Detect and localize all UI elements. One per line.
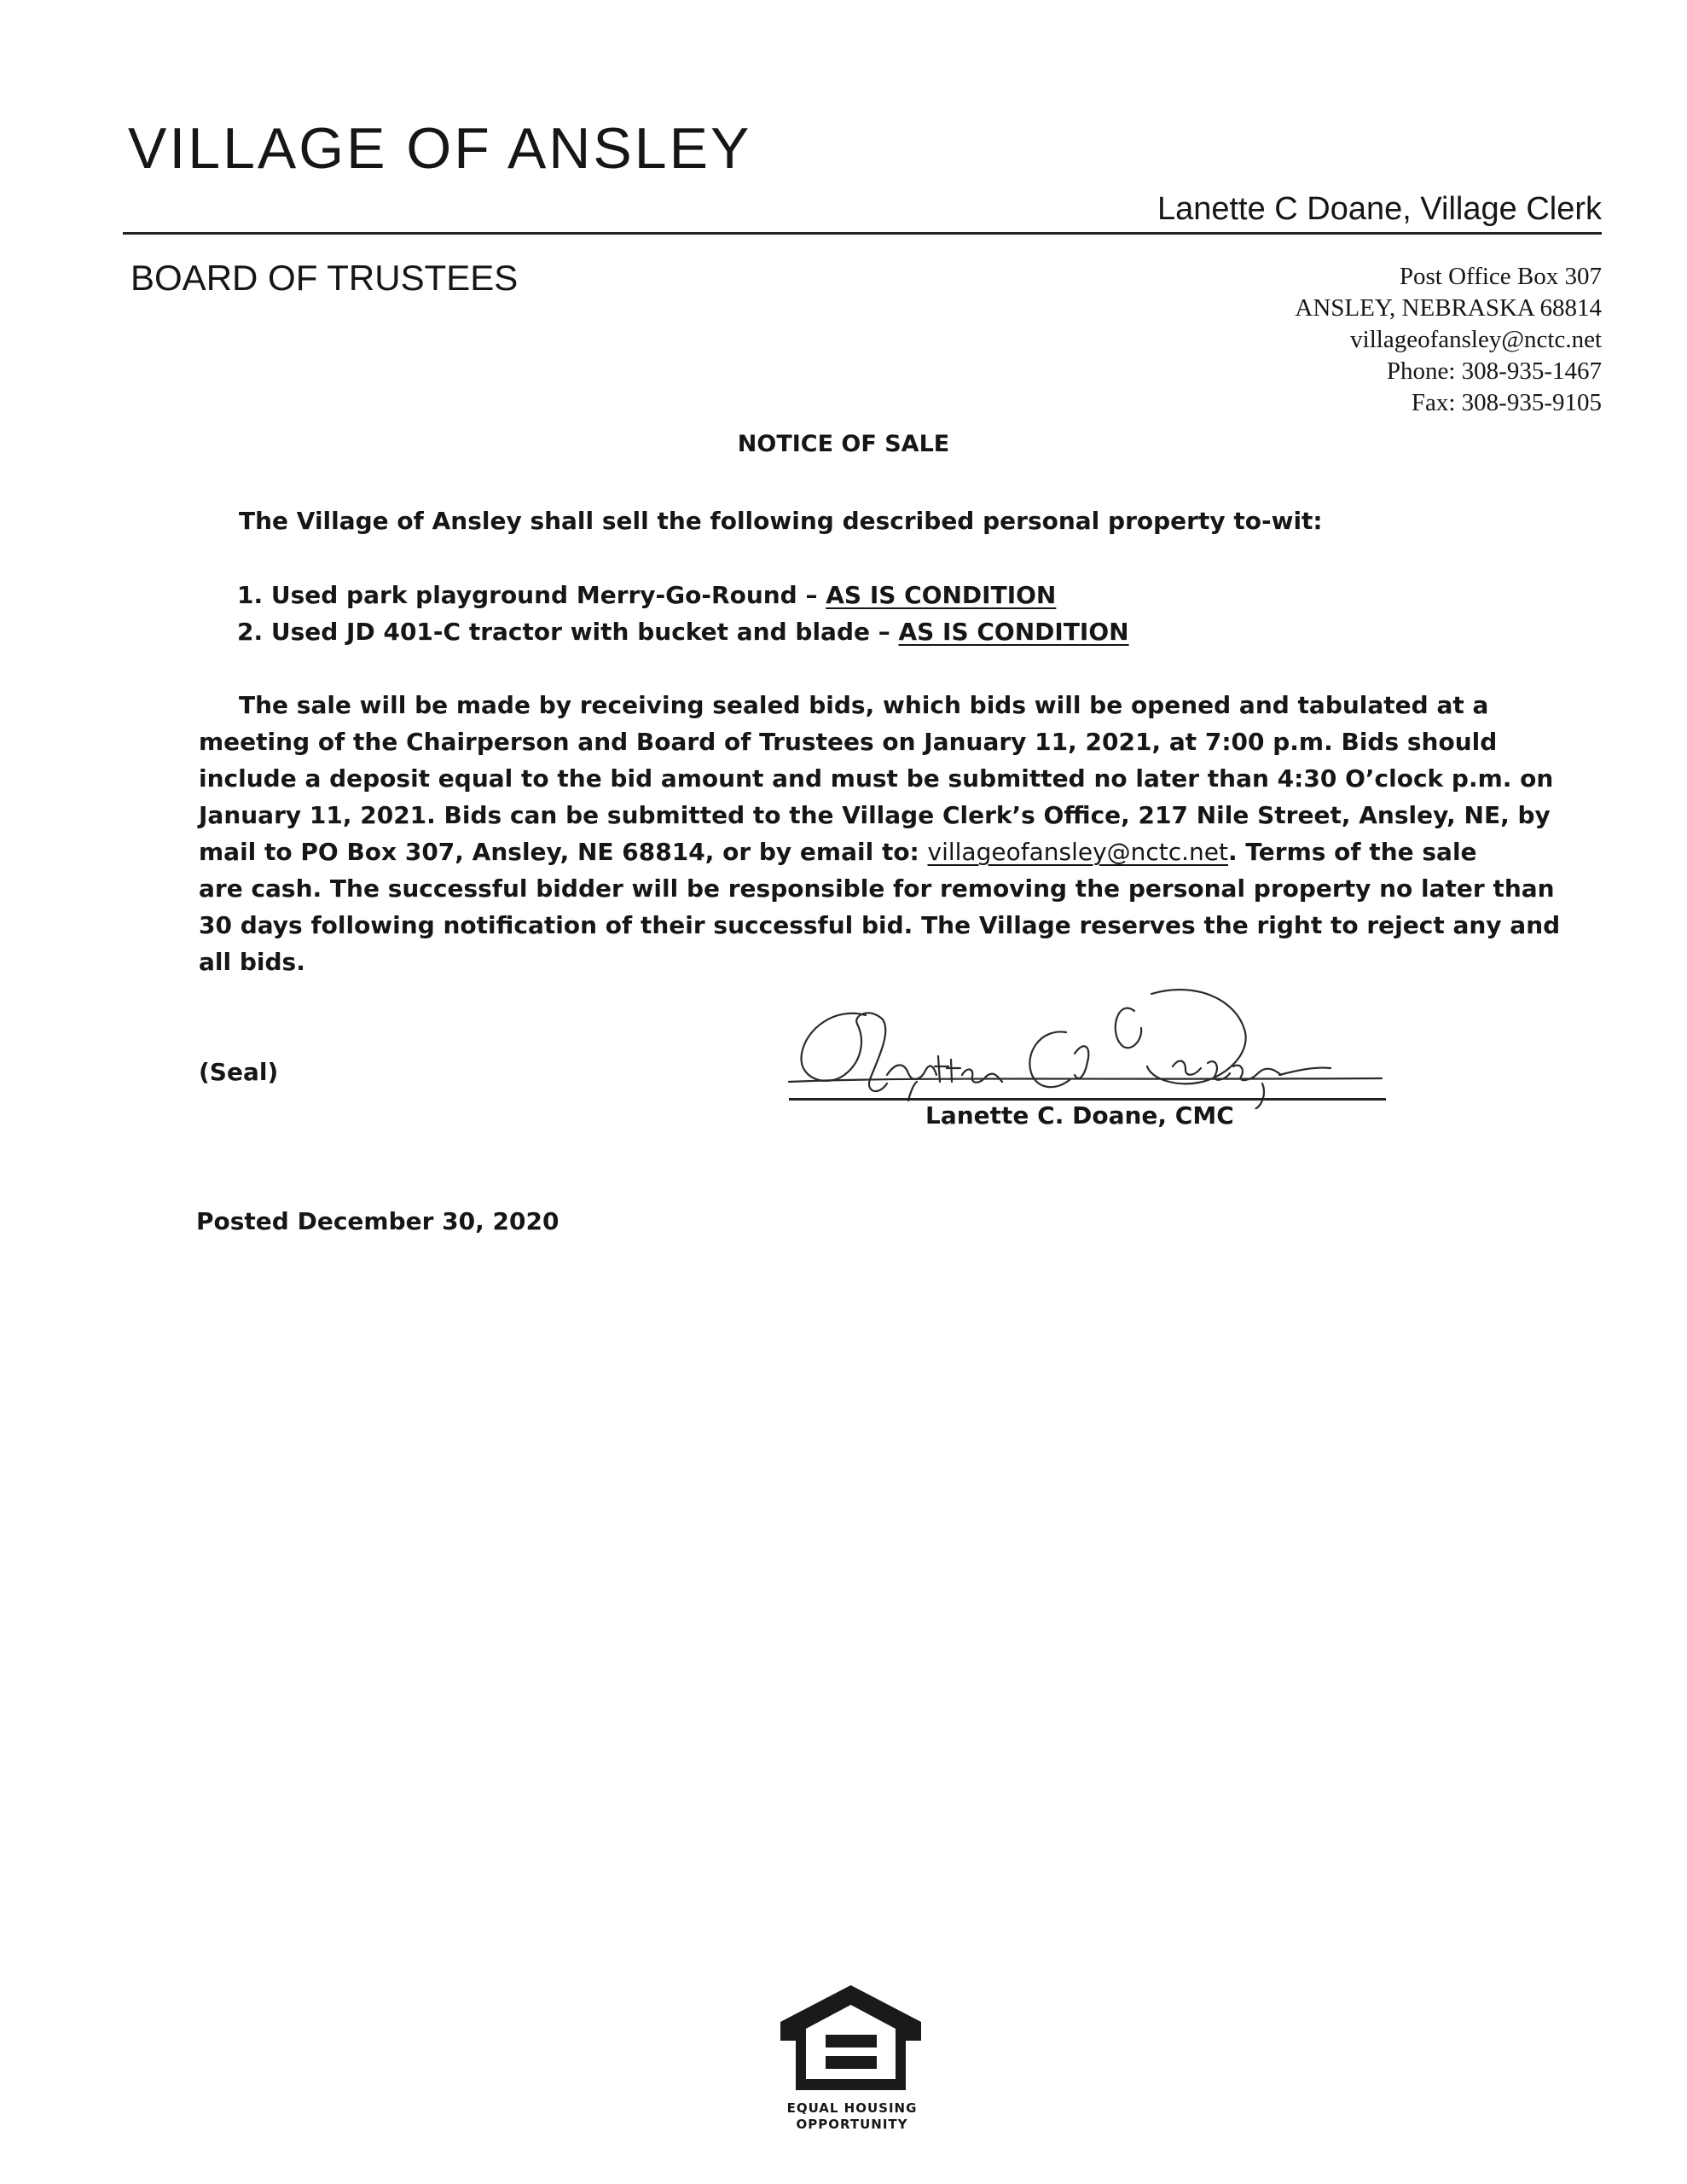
paragraph-text: . Terms of the sale xyxy=(1228,838,1477,866)
paragraph-line: include a deposit equal to the bid amount and must be submitted no later than 4:30 O’clock p.m. on xyxy=(199,764,1554,793)
item-description: 2. Used JD 401-C tractor with bucket and blade – xyxy=(237,618,899,646)
board-title: BOARD OF TRUSTEES xyxy=(130,258,519,298)
seal-label: (Seal) xyxy=(199,1058,279,1086)
equal-housing-icon xyxy=(776,1981,925,2096)
eho-line: EQUAL HOUSING xyxy=(786,2100,918,2116)
paragraph-text: mail to PO Box 307, Ansley, NE 68814, or by email to: xyxy=(199,838,928,866)
header-email[interactable]: villageofansley@nctc.net xyxy=(1350,326,1602,353)
paragraph-line: meeting of the Chairperson and Board of Trustees on January 11, 2021, at 7:00 p.m. Bids should xyxy=(199,728,1498,756)
property-list xyxy=(237,577,1129,650)
address-block xyxy=(1295,261,1602,419)
fax-number: Fax: 308-935-9105 xyxy=(1411,389,1602,416)
paragraph-line: are cash. The successful bidder will be responsible for removing the personal property no later than xyxy=(199,874,1555,903)
paragraph-line: 30 days following notification of their successful bid. The Village reserves the right to reject any and xyxy=(199,911,1561,939)
signer-name: Lanette C. Doane, CMC xyxy=(925,1101,1234,1130)
phone-number: Phone: 308-935-1467 xyxy=(1386,357,1602,385)
paragraph-line: January 11, 2021. Bids can be submitted to the Village Clerk’s Office, 217 Nile Street, Ansley, NE, by xyxy=(199,801,1551,829)
village-title: VILLAGE OF ANSLEY xyxy=(128,116,752,181)
paragraph-line: all bids. xyxy=(199,948,305,976)
clerk-name-line: Lanette C Doane, Village Clerk xyxy=(1157,191,1602,227)
equal-housing-caption xyxy=(751,2100,954,2133)
paragraph-line: The sale will be made by receiving sealed bids, which bids will be opened and tabulated at a xyxy=(239,691,1489,719)
eho-line: OPPORTUNITY xyxy=(796,2117,908,2132)
paragraph-line xyxy=(199,834,1560,870)
notice-intro: The Village of Ansley shall sell the following described personal property to-wit: xyxy=(239,507,1323,535)
email-link[interactable]: villageofansley@nctc.net xyxy=(927,838,1229,866)
signature-line xyxy=(789,1098,1386,1101)
handwritten-signature xyxy=(785,981,1399,1109)
list-item xyxy=(237,577,1129,613)
notice-title: NOTICE OF SALE xyxy=(737,431,950,457)
item-condition: AS IS CONDITION xyxy=(826,581,1057,609)
po-box: Post Office Box 307 xyxy=(1399,263,1602,290)
item-condition: AS IS CONDITION xyxy=(898,618,1129,646)
posted-date: Posted December 30, 2020 xyxy=(196,1207,559,1235)
header-divider xyxy=(123,232,1602,235)
sale-terms-paragraph xyxy=(199,687,1560,980)
city-state-zip: ANSLEY, NEBRASKA 68814 xyxy=(1295,294,1602,322)
item-description: 1. Used park playground Merry-Go-Round – xyxy=(237,581,826,609)
list-item xyxy=(237,613,1129,650)
